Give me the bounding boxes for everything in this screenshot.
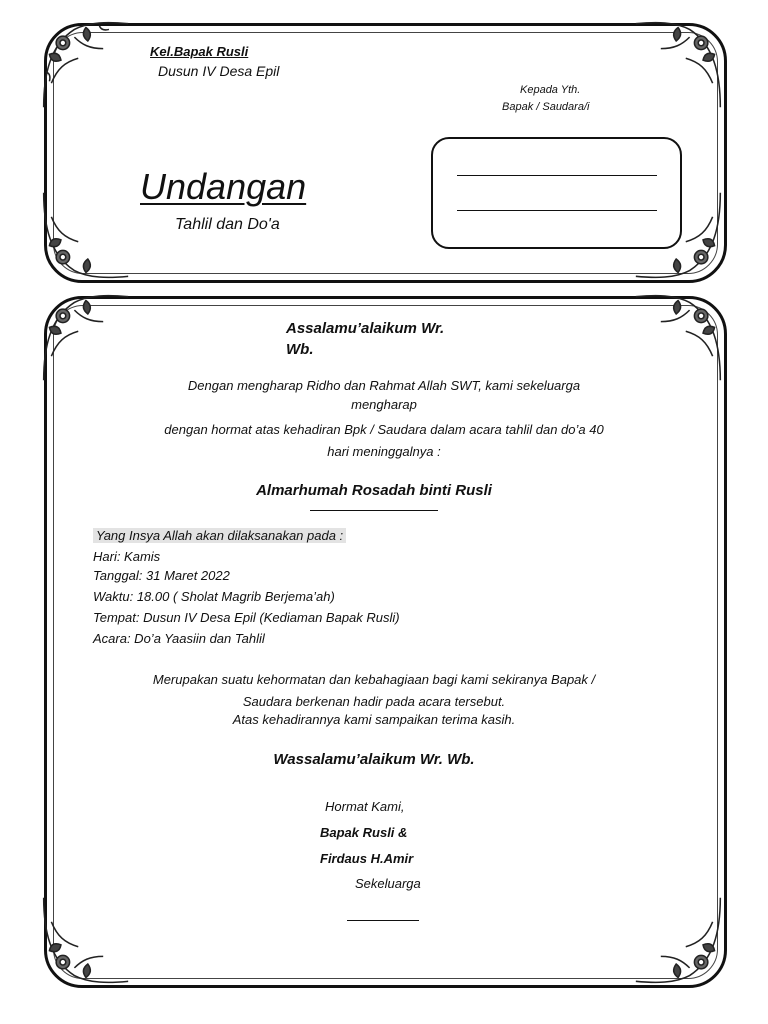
intro-line: hari meninggalnya :: [327, 444, 441, 459]
closing-line: Merupakan suatu kehormatan dan kebahagiaan bagi kami sekiranya Bapak /: [152, 672, 596, 687]
recipient-title: Bapak / Saudara/i: [502, 101, 590, 113]
deceased-name: Almarhumah Rosadah binti Rusli: [256, 482, 492, 499]
floral-corner-icon: [36, 893, 132, 989]
schedule-place: Tempat: Dusun IV Desa Epil (Kediaman Bapak Rusli): [93, 610, 400, 625]
signer-name: Bapak Rusli &: [320, 825, 408, 840]
sender-address: Dusun IV Desa Epil: [158, 63, 280, 79]
schedule-date: Tanggal: 31 Maret 2022: [93, 568, 230, 583]
greeting-continuation: Wb.: [286, 341, 314, 358]
floral-corner-icon: [36, 289, 132, 385]
signer-name: Firdaus H.Amir: [320, 851, 414, 866]
closing-line: Atas kehadirannya kami sampaikan terima kasih.: [232, 712, 516, 727]
name-underline: [310, 510, 438, 511]
floral-corner-icon: [632, 289, 728, 385]
address-line: [457, 175, 657, 176]
sender-name: Kel.Bapak Rusli: [150, 44, 249, 59]
floral-corner-icon: [36, 188, 132, 284]
schedule-event: Acara: Do’a Yaasiin dan Tahlil: [93, 631, 265, 646]
invitation-title: Undangan: [140, 166, 307, 207]
floral-corner-icon: [632, 893, 728, 989]
intro-line: dengan hormat atas kehadiran Bpk / Saudara dalam acara tahlil dan do’a 40: [164, 422, 604, 437]
closing-line: Saudara berkenan hadir pada acara tersebut.: [242, 694, 506, 709]
floral-corner-icon: [632, 16, 728, 112]
farewell: Wassalamu’alaikum Wr. Wb.: [273, 751, 475, 768]
signature-line: [347, 920, 419, 921]
schedule-time: Waktu: 18.00 ( Sholat Magrib Berjema’ah): [93, 589, 335, 604]
greeting: Assalamu’alaikum Wr.: [286, 320, 445, 337]
invitation-subtitle: Tahlil dan Do'a: [175, 216, 280, 233]
floral-corner-icon: [36, 16, 132, 112]
intro-line: mengharap: [351, 397, 417, 412]
address-line: [457, 210, 657, 211]
family-label: Sekeluarga: [355, 876, 421, 891]
recipient-label: Kepada Yth.: [520, 84, 581, 96]
schedule-intro: Yang Insya Allah akan dilaksanakan pada :: [93, 528, 346, 543]
regards: Hormat Kami,: [325, 799, 405, 814]
address-box: [431, 137, 682, 249]
intro-line: Dengan mengharap Ridho dan Rahmat Allah SWT, kami sekeluarga: [187, 378, 581, 393]
schedule-day: Hari: Kamis: [93, 549, 161, 564]
